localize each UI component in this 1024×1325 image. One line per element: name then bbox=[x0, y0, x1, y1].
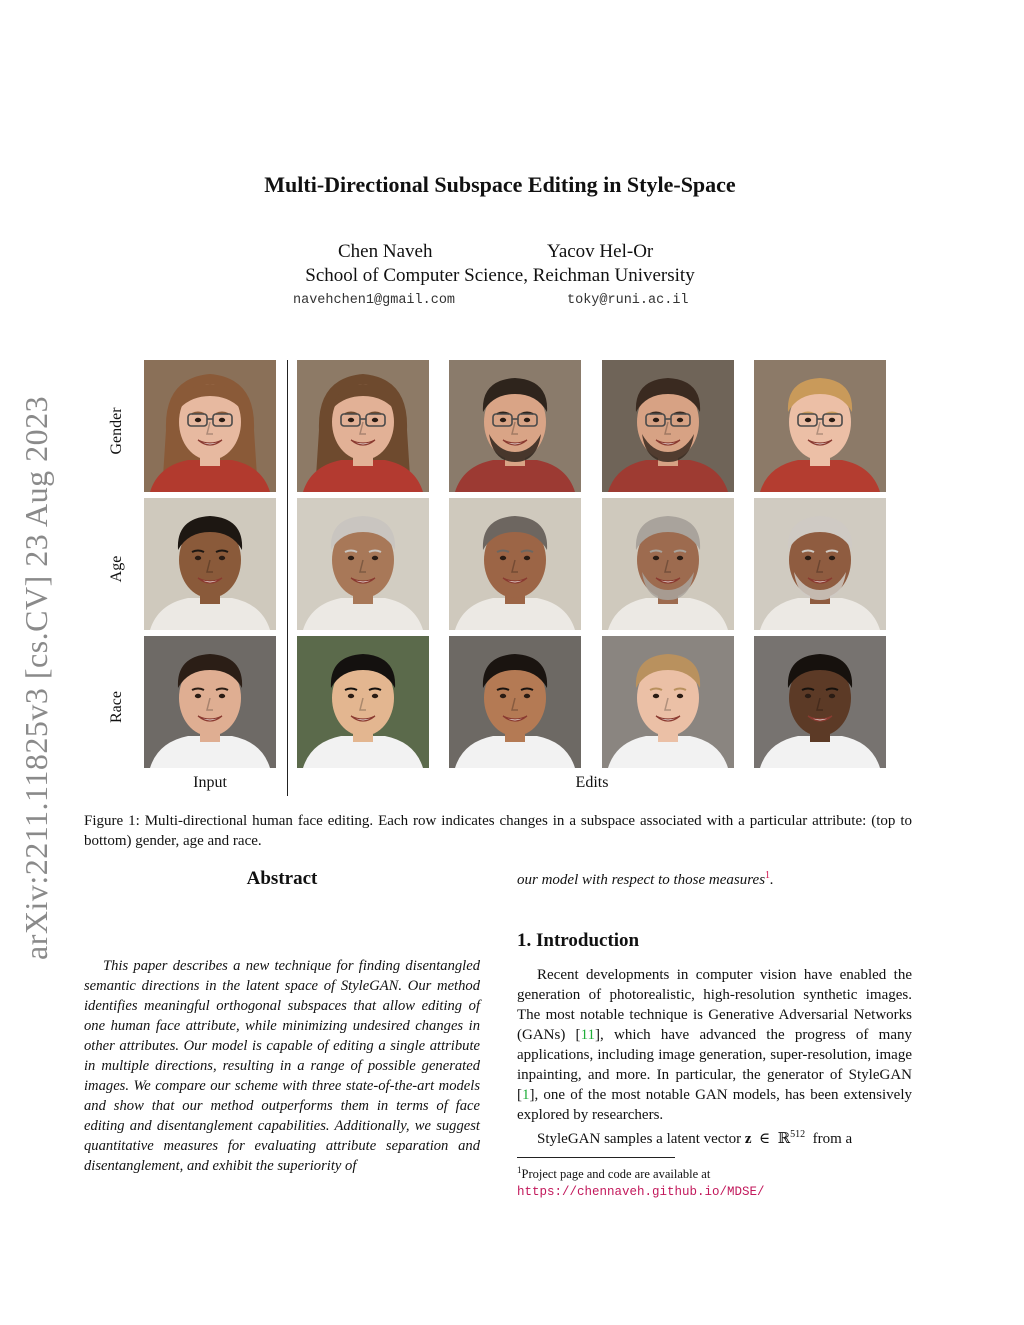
dimension-exponent: 512 bbox=[790, 1129, 806, 1140]
face-image-age-edit-2 bbox=[449, 498, 581, 630]
intro-paragraph-2 bbox=[517, 1125, 912, 1149]
input-label: Input bbox=[193, 774, 227, 791]
citation-1[interactable]: 1 bbox=[522, 1087, 530, 1103]
abstract-continuation-text: our model with respect to those measures bbox=[517, 872, 766, 888]
intro-body bbox=[517, 965, 912, 1149]
footnote-ref[interactable]: 1 bbox=[765, 870, 771, 881]
face-image-gender-edit-2 bbox=[449, 360, 581, 492]
intro-p2-part-b: from a bbox=[812, 1131, 853, 1147]
face-image-race-edit-4 bbox=[754, 636, 886, 768]
footnote-text: Project page and code are available at bbox=[521, 1167, 711, 1182]
face-image-age-edit-4 bbox=[754, 498, 886, 630]
abstract-continuation bbox=[517, 870, 912, 889]
face-image-gender-edit-1 bbox=[297, 360, 429, 492]
face-image-gender-input bbox=[144, 360, 276, 492]
author-email-2[interactable]: toky@runi.ac.il bbox=[567, 293, 689, 308]
row-label-race: Race bbox=[108, 691, 125, 723]
author-email-1[interactable]: navehchen1@gmail.com bbox=[293, 293, 456, 308]
citation-11[interactable]: 11 bbox=[580, 1027, 596, 1043]
intro-p1-part-c: ], one of the most notable GAN models, has been extensively explored by researchers. bbox=[517, 1087, 912, 1123]
row-label-age: Age bbox=[108, 555, 125, 583]
project-url-link[interactable]: https://chennaveh.github.io/MDSE/ bbox=[517, 1185, 765, 1200]
paper-title: Multi-Directional Subspace Editing in Style-Space bbox=[264, 172, 736, 197]
intro-p1-part-b: ], which have advanced the progress of many applications, including image generation, super-resolution, image inpainting, and more. In particular, the generator of StyleGAN [ bbox=[517, 1027, 912, 1103]
author-name-1: Chen Naveh bbox=[338, 241, 433, 262]
intro-paragraph-1 bbox=[517, 965, 912, 1125]
intro-p1-part-a: Recent developments in computer vision have enabled the generation of photorealistic, high-resolution synthetic images. The most notable technique is Generative Adversarial Networks (GANs) [ bbox=[517, 967, 912, 1043]
figure-divider bbox=[287, 360, 288, 796]
abstract-text: This paper describes a new technique for finding disentangled semantic directions in the latent space of StyleGAN. Our method identifies meaningful orthogonal subspaces that allow editing of one human face attribute, while minimizing undesired changes in other attributes. Our model is capable of editing a single attribute in multiple directions, resulting in a range of possible generated images. We compare our scheme with three state-of-the-art models and show that our method outperforms them in terms of face editing and disentanglement capabilities. Additionally, we suggest quantitative measures for evaluating attribute separation and disentanglement, and exhibit the superiority of bbox=[84, 958, 480, 1174]
abstract-continuation-end: . bbox=[770, 872, 774, 888]
face-image-age-edit-1 bbox=[297, 498, 429, 630]
element-of-symbol: ∈ bbox=[759, 1131, 771, 1147]
intro-heading: 1. Introduction bbox=[517, 930, 640, 951]
footnote-mark: 1 bbox=[517, 1165, 522, 1175]
latent-vector-symbol: z bbox=[744, 1131, 752, 1147]
face-image-race-edit-3 bbox=[602, 636, 734, 768]
affiliation: School of Computer Science, Reichman University bbox=[305, 265, 695, 286]
face-image-age-input bbox=[144, 498, 276, 630]
real-space-symbol: ℝ bbox=[777, 1131, 791, 1147]
footnote-rule bbox=[517, 1157, 675, 1158]
row-label-gender: Gender bbox=[108, 407, 125, 455]
intro-p2-part-a: StyleGAN samples a latent vector bbox=[537, 1131, 742, 1147]
face-image-gender-edit-4 bbox=[754, 360, 886, 492]
edits-label: Edits bbox=[575, 774, 609, 791]
face-image-race-edit-2 bbox=[449, 636, 581, 768]
face-image-race-edit-1 bbox=[297, 636, 429, 768]
figure-caption: Figure 1: Multi-directional human face editing. Each row indicates changes in a subspace associated with a particular attribute: (top to bottom) gender, age and race. bbox=[84, 813, 912, 849]
face-image-gender-edit-3 bbox=[602, 360, 734, 492]
face-image-age-edit-3 bbox=[602, 498, 734, 630]
face-image-race-input bbox=[144, 636, 276, 768]
footnote bbox=[517, 1162, 912, 1201]
author-name-2: Yacov Hel-Or bbox=[547, 241, 654, 262]
arxiv-stamp: arXiv:2211.11825v3 [cs.CV] 23 Aug 2023 bbox=[18, 395, 54, 960]
abstract-heading: Abstract bbox=[246, 868, 318, 889]
